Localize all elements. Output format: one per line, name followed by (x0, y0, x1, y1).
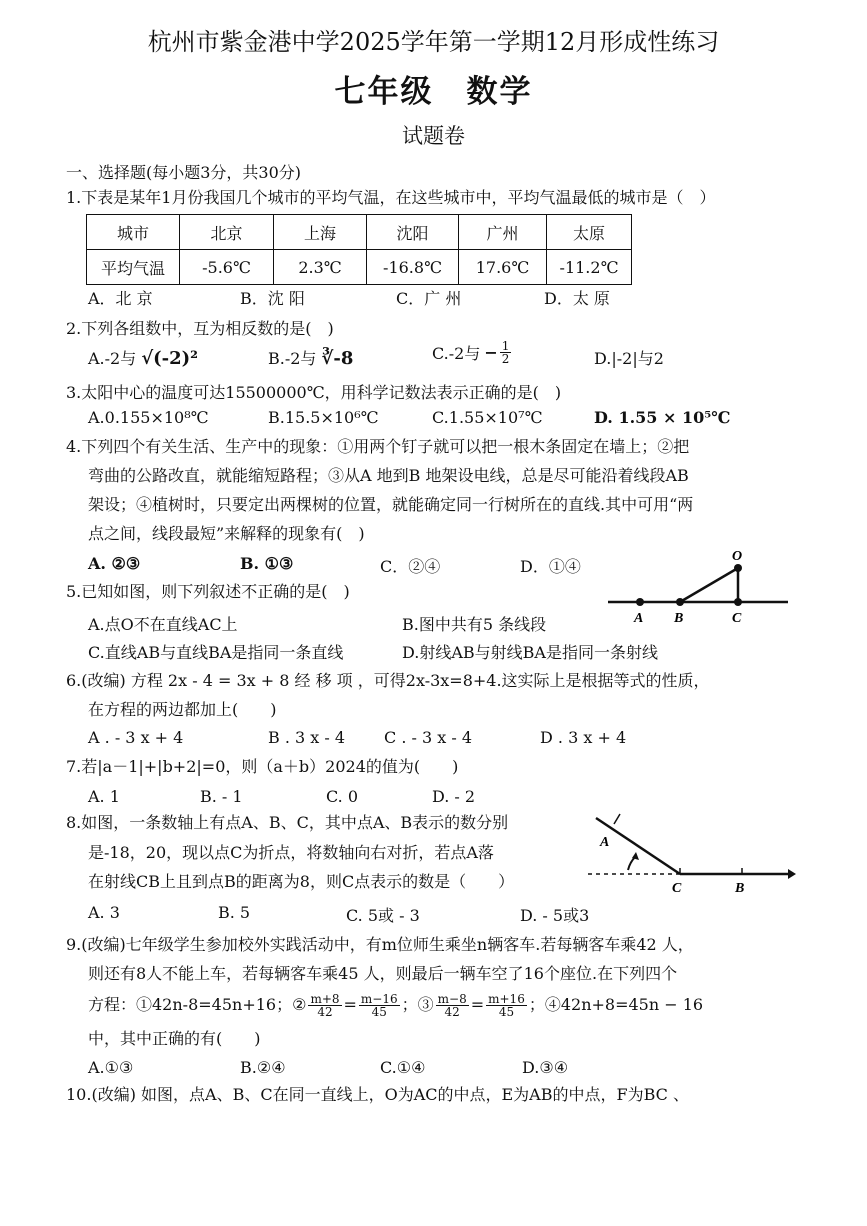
q4-option-d: D．①④ (520, 557, 581, 576)
q8-line-3: 在射线CB上且到点B的距离为8，则C点表示的数是（ ） (88, 872, 515, 891)
tick-a (614, 814, 620, 824)
q8-option-a: A. 3 (88, 903, 120, 922)
q5-figure (600, 540, 800, 630)
fraction-denominator: 2 (501, 352, 510, 366)
table-cell: -16.8℃ (367, 250, 459, 285)
q9-eq2-right-fraction (359, 993, 400, 1018)
q9-eq2-equals: = (343, 995, 357, 1014)
q2-stem: 2.下列各组数中，互为相反数的是( ) (66, 319, 334, 338)
q2-option-a (88, 346, 198, 369)
q6-line-1: 6.(改编) 方程 2x - 4 = 3x + 8 经 移 项 ，可得2x-3x=8+4.这实际上是根据等式的性质， (66, 671, 710, 690)
point-b (676, 598, 684, 606)
q9-eq3-equals: = (470, 995, 485, 1014)
q8-line-1: 8.如图，一条数轴上有点A、B、C，其中点A、B表示的数分别 (66, 813, 509, 832)
q2-option-b (268, 346, 353, 369)
q5-option-d: D.射线AB与射线BA是指同一条射线 (402, 643, 658, 662)
q8-option-d: D. - 5或3 (520, 906, 590, 925)
q9-eq3-left-fraction (436, 993, 469, 1018)
table-cell: 沈阳 (367, 215, 459, 250)
q9-equations (88, 987, 703, 1023)
label-c: C (672, 881, 682, 896)
q9-eq1: 方程：①42n-8=45n+16； (88, 995, 293, 1014)
fraction-numerator: m+8 (310, 991, 340, 1006)
table-cell: 17.6℃ (459, 250, 547, 285)
table-cell: 太原 (547, 215, 632, 250)
table-cell: 北京 (180, 215, 274, 250)
table-cell: -5.6℃ (180, 250, 274, 285)
table-row (87, 250, 632, 285)
q3-stem: 3.太阳中心的温度可达15500000℃，用科学记数法表示正确的是( ) (66, 383, 562, 402)
q6-option-c: C . - 3 x - 4 (384, 728, 473, 747)
q1-option-d: D．太 原 (544, 289, 610, 308)
q7-option-c: C. 0 (326, 787, 359, 806)
q9-eq2-lead: ② (292, 995, 307, 1014)
fraction-denominator: 42 (317, 1004, 333, 1019)
q3-option-c: C.1.55×10⁷℃ (432, 408, 543, 427)
segment-bo (680, 568, 738, 602)
q9-eq4: ；④42n+8=45n − 16 (528, 995, 704, 1014)
exam-title: 杭州市紫金港中学2025学年第一学期12月形成性练习 (147, 28, 720, 56)
point-a (636, 598, 644, 606)
q1-option-c: C．广 州 (396, 289, 462, 308)
fraction-denominator: 45 (498, 1004, 515, 1019)
q2-option-c-sign: − (484, 343, 498, 362)
table-cell: -11.2℃ (547, 250, 632, 285)
point-c (734, 598, 742, 606)
q9-line-2: 则还有8人不能上车，若每辆客车乘45 人，则最后一辆车空了16个座位.在下列四个 (88, 964, 678, 983)
table-cell: 城市 (87, 215, 180, 250)
fraction-denominator: 45 (371, 1004, 387, 1019)
q3-option-b: B.15.5×10⁶℃ (268, 408, 379, 427)
q9-eq3-lead: ；③ (401, 995, 434, 1014)
q2-option-c-label: C.-2与 (432, 344, 481, 363)
q4-line-2: 弯曲的公路改直，就能缩短路程；③从A 地到B 地架设电线，总是尽可能沿着线段AB (88, 466, 689, 485)
q4-line-4: 点之间，线段最短”来解释的现象有( ) (88, 524, 365, 543)
q2-option-b-expr: ∛-8 (321, 348, 354, 369)
fraction-numerator: 1 (501, 339, 510, 353)
table-cell: 平均气温 (87, 250, 180, 285)
q9-line-1: 9.(改编)七年级学生参加校外实践活动中，有m位师生乘坐n辆客车.若每辆客车乘42 人， (66, 935, 694, 954)
number-line-arrow-icon (788, 869, 796, 879)
q9-option-c: C.①④ (380, 1058, 426, 1077)
q3-option-d: D. 1.55 × 10⁵℃ (594, 408, 731, 427)
fraction-denominator: 42 (444, 1004, 460, 1019)
fraction-numerator: m−16 (360, 991, 398, 1006)
q7-option-a: A. 1 (88, 787, 120, 806)
table-cell: 广州 (459, 215, 547, 250)
q5-option-a: A.点O不在直线AC上 (88, 615, 238, 634)
q3-option-a: A.0.155×10⁸℃ (88, 408, 209, 427)
q6-option-d: D . 3 x + 4 (540, 728, 627, 747)
q4-line-1: 4.下列四个有关生活、生产中的现象：①用两个钉子就可以把一根木条固定在墙上；②把 (66, 437, 690, 456)
q1-option-b: B．沈 阳 (240, 289, 305, 308)
q5-option-b: B.图中共有5 条线段 (402, 615, 547, 634)
q6-option-b: B . 3 x - 4 (268, 728, 346, 747)
q2-option-a-expr: √(-2)² (141, 348, 199, 369)
section-heading: 一、选择题(每小题3分，共30分) (66, 163, 302, 182)
label-a: A (600, 835, 610, 850)
q2-option-c (432, 340, 513, 365)
q7-option-d: D. - 2 (432, 787, 476, 806)
q1-option-a: A．北 京 (88, 289, 153, 308)
paper-label: 试题卷 (402, 124, 465, 148)
q9-eq2-left-fraction (308, 993, 341, 1018)
q9-option-b: B.②④ (240, 1058, 286, 1077)
q8-line-2: 是-18，20，现以点C为折点，将数轴向右对折，若点A落 (88, 843, 494, 862)
q10-stem: 10.(改编) 如图，点A、B、C在同一直线上，O为AC的中点，E为AB的中点，F为BC 、 (66, 1085, 689, 1104)
label-c: C (732, 611, 742, 626)
q9-option-d: D.③④ (522, 1058, 569, 1077)
q5-option-c: C.直线AB与直线BA是指同一条直线 (88, 643, 344, 662)
q7-option-b: B. - 1 (200, 787, 243, 806)
table-cell: 上海 (274, 215, 367, 250)
label-a: A (634, 611, 644, 626)
q7-stem: 7.若|a－1|+|b+2|=0，则（a＋b）2024的值为( ) (66, 757, 459, 776)
q5-stem: 5.已知如图，则下列叙述不正确的是( ) (66, 582, 350, 601)
q4-option-a: A. ②③ (88, 554, 141, 573)
q2-option-b-label: B.-2与 (268, 349, 317, 368)
fraction-numerator: m+16 (488, 991, 525, 1006)
label-b: B (674, 611, 684, 626)
q1-stem: 1.下表是某年1月份我国几个城市的平均气温，在这些城市中，平均气温最低的城市是（ ） (66, 188, 716, 207)
q6-line-2: 在方程的两边都加上( ) (88, 700, 277, 719)
temperature-table (86, 214, 632, 285)
label-o: O (732, 549, 743, 564)
q4-option-c: C．②④ (380, 557, 441, 576)
q4-line-3: 架设；④植树时，只要定出两棵树的位置，就能确定同一行树所在的直线.其中可用“两 (88, 495, 694, 514)
q9-eq3-right-fraction (486, 993, 527, 1018)
q9-line-4: 中，其中正确的有( ) (88, 1029, 261, 1048)
label-b: B (735, 881, 745, 896)
table-cell: 2.3℃ (274, 250, 367, 285)
q8-figure (578, 808, 798, 900)
q9-option-a: A.①③ (88, 1058, 134, 1077)
q2-option-c-fraction (500, 340, 512, 365)
q2-option-d: D.|-2|与2 (594, 349, 664, 368)
q2-option-a-label: A.-2与 (88, 349, 137, 368)
fraction-numerator: m−8 (437, 991, 467, 1006)
q4-option-b: B. ①③ (240, 554, 294, 573)
q8-option-c: C. 5或 - 3 (346, 906, 420, 925)
point-o (734, 564, 742, 572)
q6-option-a: A . - 3 x + 4 (88, 728, 184, 747)
q8-option-b: B. 5 (218, 903, 251, 922)
exam-subtitle: 七年级 数学 (334, 74, 533, 110)
table-row (87, 215, 632, 250)
